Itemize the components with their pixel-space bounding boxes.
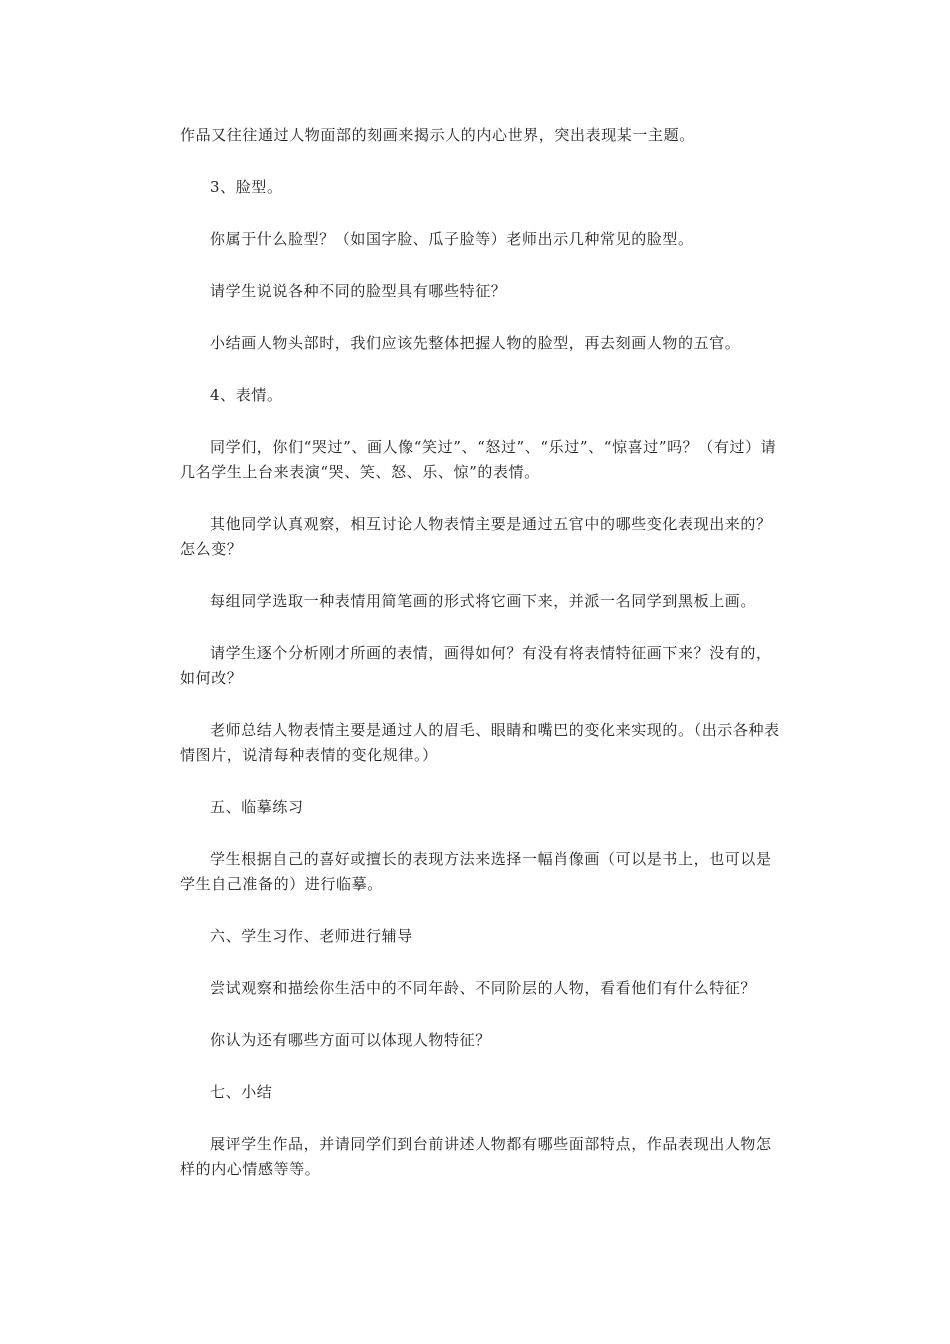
document-body xyxy=(180,123,780,1209)
paragraph-11: 老师总结人物表情主要是通过人的眉毛、眼睛和嘴巴的变化来实现的。（出示各种表情图片，说清每种表情的变化规律。） xyxy=(180,721,780,764)
paragraph-13: 学生根据自己的喜好或擅长的表现方法来选择一幅肖像画（可以是书上，也可以是学生自己准备的）进行临摹。 xyxy=(180,850,772,893)
paragraph-9: 每组同学选取一种表情用简笔画的形式将它画下来，并派一名同学到黑板上画。 xyxy=(210,592,757,610)
heading-face-shape: 3、脸型。 xyxy=(210,178,283,196)
paragraph-5: 小结画人物头部时，我们应该先整体把握人物的脸型，再去刻画人物的五官。 xyxy=(210,334,741,352)
heading-expression: 4、表情。 xyxy=(210,386,283,404)
paragraph-1: 作品又往往通过人物面部的刻画来揭示人的内心世界，突出表现某一主题。 xyxy=(180,126,695,144)
paragraph-10: 请学生逐个分析刚才所画的表情，画得如何？有没有将表情特征画下来？没有的，如何改？ xyxy=(180,644,772,687)
paragraph-7: 同学们，你们“哭过”、画人像“笑过”、“怒过”、“乐过”、“惊喜过”吗？（有过）请几名学生上台来表演“哭、笑、怒、乐、惊”的表情。 xyxy=(180,438,777,481)
paragraph-16: 你认为还有哪些方面可以体现人物特征？ xyxy=(210,1031,491,1049)
heading-copy-practice: 五、临摹练习 xyxy=(210,798,304,816)
paragraph-4: 请学生说说各种不同的脸型具有哪些特征？ xyxy=(210,282,507,300)
heading-summary: 七、小结 xyxy=(210,1083,273,1101)
paragraph-3: 你属于什么脸型？（如国字脸、瓜子脸等）老师出示几种常见的脸型。 xyxy=(210,230,694,248)
heading-student-practice: 六、学生习作、老师进行辅导 xyxy=(210,927,413,945)
paragraph-8: 其他同学认真观察，相互讨论人物表情主要是通过五官中的哪些变化表现出来的？怎么变？ xyxy=(180,515,772,558)
paragraph-15: 尝试观察和描绘你生活中的不同年龄、不同阶层的人物，看看他们有什么特征？ xyxy=(210,979,757,997)
paragraph-18: 展评学生作品，并请同学们到台前讲述人物都有哪些面部特点，作品表现出人物怎样的内心情感等等。 xyxy=(180,1135,772,1178)
